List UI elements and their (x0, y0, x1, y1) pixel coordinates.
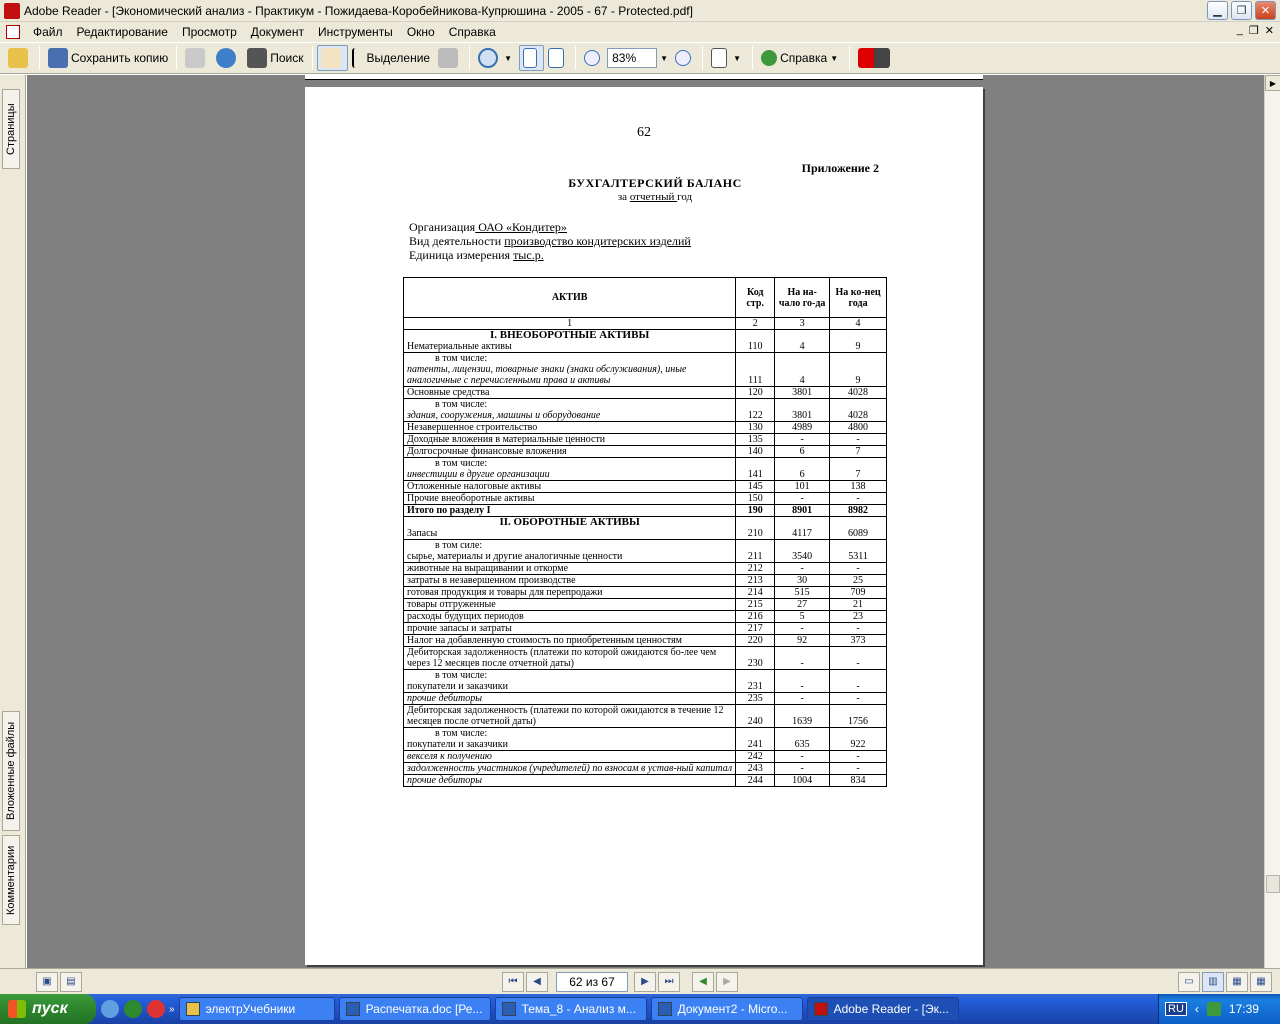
hand-tool-button[interactable] (317, 45, 348, 71)
row-label: Дебиторская задолженность (платежи по которой ожидаются бо-лее чем через 12 месяцев после отчетной даты) (407, 647, 717, 669)
open-button[interactable] (4, 45, 35, 71)
tab-pages[interactable]: Страницы (2, 89, 20, 169)
quicklaunch-opera-icon[interactable] (147, 1000, 165, 1018)
row-end-value: - (830, 670, 887, 693)
text-cursor-icon (352, 48, 364, 68)
search-button[interactable]: Поиск (243, 45, 307, 71)
row-start-value: 27 (775, 599, 830, 611)
header-code: Код стр. (736, 278, 775, 318)
organization-line: Организация ОАО «Кондитер» (409, 220, 567, 234)
col-number: 2 (736, 318, 775, 330)
quicklaunch-more-icon[interactable]: » (169, 1003, 175, 1015)
start-button[interactable]: пуск (0, 994, 96, 1024)
row-start-value: 1639 (775, 705, 830, 728)
minimize-button[interactable]: ▁ (1207, 1, 1228, 20)
row-start-value: 92 (775, 635, 830, 647)
go-back-icon[interactable]: ◀ (692, 972, 714, 992)
fit-page-button[interactable] (519, 45, 544, 71)
row-label-cell (404, 481, 736, 493)
zoom-out-button[interactable] (580, 45, 607, 71)
row-label: покупатели и заказчики (407, 739, 508, 750)
row-label: Незавершенное строительство (407, 422, 538, 433)
email-globe-icon (216, 48, 236, 68)
subitem-caption: в том числе: (435, 670, 488, 681)
menu-document[interactable]: Документ (250, 25, 304, 39)
row-end-value: 23 (830, 611, 887, 623)
row-code: 241 (736, 728, 775, 751)
row-code: 212 (736, 563, 775, 575)
save-copy-button[interactable]: Сохранить копию (44, 45, 172, 71)
balance-subtitle: за отчетный год (617, 191, 693, 203)
table-row (404, 775, 887, 787)
row-start-value: - (775, 563, 830, 575)
navigation-pane (0, 75, 26, 968)
row-start-value: 4117 (775, 517, 830, 540)
row-label-cell (404, 670, 736, 693)
doc-minimize-button[interactable]: _ (1236, 24, 1243, 36)
row-label-cell (404, 728, 736, 751)
word-icon (502, 1002, 516, 1016)
row-end-value: 9 (830, 330, 887, 353)
fit-width-icon (548, 48, 564, 68)
row-end-value: 834 (830, 775, 887, 787)
subitem-caption: в том числе: (435, 399, 488, 410)
row-code: 214 (736, 587, 775, 599)
magnifier-icon (478, 48, 498, 68)
table-row (404, 587, 887, 599)
section-heading: I. ВНЕОБОРОТНЫЕ АКТИВЫ (489, 329, 650, 341)
row-start-value: - (775, 434, 830, 446)
row-start-value: - (775, 693, 830, 705)
row-label: Дебиторская задолженность (платежи по которой ожидаются в течение 12 месяцев после отчетной даты) (407, 705, 724, 727)
row-code: 122 (736, 399, 775, 422)
row-start-value: - (775, 647, 830, 670)
row-label: готовая продукция и товары для перепродажи (407, 587, 603, 598)
row-label-cell (404, 540, 736, 563)
row-code: 215 (736, 599, 775, 611)
header-asset: АКТИВ (404, 278, 736, 318)
go-forward-icon[interactable]: ▶ (716, 972, 738, 992)
row-label-cell (404, 399, 736, 422)
table-row (404, 670, 887, 693)
document-view[interactable] (27, 75, 1264, 968)
adobe-reader-icon (4, 3, 20, 19)
task-raspechatka[interactable]: Распечатка.doc [Ре... (339, 997, 491, 1021)
row-end-value: - (830, 647, 887, 670)
row-end-value: 138 (830, 481, 887, 493)
row-label-cell (404, 434, 736, 446)
first-page-button[interactable]: ⏮ (502, 972, 524, 992)
table-row (404, 763, 887, 775)
hand-icon (321, 48, 341, 68)
row-label-cell (404, 763, 736, 775)
continuous-icon[interactable]: ▥ (1202, 972, 1224, 992)
floppy-disk-icon (48, 48, 68, 68)
row-label: инвестиции в другие организации (407, 469, 550, 480)
maximize-button[interactable]: ❐ (1231, 1, 1252, 20)
row-start-value: 4 (775, 353, 830, 387)
task-adobe-reader[interactable]: Adobe Reader - [Эк... (807, 997, 959, 1021)
row-end-value: - (830, 751, 887, 763)
col-number: 3 (775, 318, 830, 330)
chevron-down-icon[interactable]: ▼ (504, 53, 513, 63)
quicklaunch-browser-icon[interactable] (124, 1000, 142, 1018)
table-row (404, 505, 887, 517)
row-code: 213 (736, 575, 775, 587)
row-label-cell (404, 751, 736, 763)
row-label-cell (404, 446, 736, 458)
table-row (404, 387, 887, 399)
table-row (404, 493, 887, 505)
row-end-value: 5311 (830, 540, 887, 563)
row-code: 111 (736, 353, 775, 387)
pages-icon (711, 48, 727, 68)
email-button[interactable] (212, 45, 243, 71)
row-end-value: - (830, 763, 887, 775)
row-code: 230 (736, 647, 775, 670)
row-end-value: 373 (830, 635, 887, 647)
row-code: 110 (736, 330, 775, 353)
zoom-dropdown-chevron-icon[interactable]: ▼ (660, 53, 669, 63)
row-label-cell (404, 575, 736, 587)
row-label-cell (404, 330, 736, 353)
row-start-value: 5 (775, 611, 830, 623)
row-label: прочие дебиторы (407, 693, 482, 704)
menu-edit[interactable]: Редактирование (76, 25, 168, 39)
row-label: Налог на добавленную стоимость по приобретенным ценностям (407, 635, 682, 646)
row-label: товары отгруженные (407, 599, 496, 610)
row-code: 243 (736, 763, 775, 775)
table-row (404, 399, 887, 422)
row-label-cell (404, 705, 736, 728)
row-label: Основные средства (407, 387, 490, 398)
balance-sheet-table (403, 277, 887, 787)
row-end-value: 7 (830, 446, 887, 458)
tab-comments[interactable]: Комментарии (2, 835, 20, 925)
row-label-cell (404, 611, 736, 623)
row-start-value: 515 (775, 587, 830, 599)
clock: 17:39 (1228, 1002, 1259, 1016)
subitem-caption: в том числе: (435, 353, 488, 364)
taskbar (0, 994, 1280, 1024)
row-label-cell (404, 587, 736, 599)
table-row (404, 575, 887, 587)
row-label-cell (404, 599, 736, 611)
activity-line: Вид деятельности производство кондитерских изделий (409, 234, 691, 248)
menu-tools[interactable]: Инструменты (317, 25, 393, 39)
col-number: 1 (404, 318, 736, 330)
row-label-cell (404, 775, 736, 787)
row-end-value: - (830, 434, 887, 446)
table-row (404, 728, 887, 751)
table-row (404, 353, 887, 387)
row-label-cell (404, 353, 736, 387)
folder-open-icon (8, 48, 28, 68)
page-navigation (502, 972, 740, 992)
row-start-value: 3801 (775, 399, 830, 422)
minus-circle-icon (584, 50, 600, 66)
row-code: 211 (736, 540, 775, 563)
row-label: расходы будущих периодов (407, 611, 524, 622)
row-end-value: 7 (830, 458, 887, 481)
row-start-value: - (775, 623, 830, 635)
appendix-label: Приложение 2 (801, 161, 879, 175)
subitem-caption: в том числе: (435, 728, 488, 739)
row-label-cell (404, 493, 736, 505)
table-row (404, 422, 887, 434)
row-label: Итого по разделу I (407, 505, 491, 516)
row-code: 130 (736, 422, 775, 434)
page-number: 62 (637, 125, 651, 140)
continuous-facing-icon[interactable]: ▦ (1250, 972, 1272, 992)
menu-window[interactable]: Окно (406, 25, 435, 39)
chevron-down-icon[interactable]: ▼ (733, 53, 742, 63)
row-label: здания, сооружения, машины и оборудование (407, 410, 601, 421)
fit-page-icon (523, 48, 537, 68)
last-page-button[interactable]: ⏭ (658, 972, 680, 992)
subitem-caption: в том силе: (435, 540, 483, 551)
row-label: покупатели и заказчики (407, 681, 508, 692)
row-label-cell (404, 693, 736, 705)
row-code: 141 (736, 458, 775, 481)
row-start-value: 4 (775, 330, 830, 353)
row-code: 231 (736, 670, 775, 693)
row-label: Запасы (407, 528, 438, 539)
task-tema8[interactable]: Тема_8 - Анализ м... (495, 997, 647, 1021)
row-end-value: 9 (830, 353, 887, 387)
table-row (404, 330, 887, 353)
table-row (404, 623, 887, 635)
status-bar (0, 968, 1280, 994)
row-code: 190 (736, 505, 775, 517)
row-label: Нематериальные активы (407, 341, 512, 352)
row-label: Доходные вложения в материальные ценности (407, 434, 606, 445)
row-label: задолженность участников (учредителей) по взносам в устав-ный капитал (407, 763, 733, 774)
row-start-value: - (775, 751, 830, 763)
print-button[interactable] (181, 45, 212, 71)
table-row (404, 517, 887, 540)
yahoo-binoculars-icon (858, 48, 890, 68)
table-row (404, 599, 887, 611)
table-row (404, 446, 887, 458)
view-modes (1178, 972, 1274, 992)
scroll-thumb[interactable] (1266, 875, 1280, 893)
row-end-value: - (830, 693, 887, 705)
row-code: 240 (736, 705, 775, 728)
row-code: 244 (736, 775, 775, 787)
section-heading: II. ОБОРОТНЫЕ АКТИВЫ (499, 516, 640, 528)
table-row (404, 705, 887, 728)
previous-page-button[interactable]: ◀ (526, 972, 548, 992)
row-end-value: 709 (830, 587, 887, 599)
facing-icon[interactable]: ▦ (1226, 972, 1248, 992)
folder-icon (186, 1002, 200, 1016)
row-label: прочие запасы и затраты (407, 623, 512, 634)
row-label: сырье, материалы и другие аналогичные ценности (407, 551, 623, 562)
rotate-view-button[interactable] (707, 45, 748, 71)
row-start-value: - (775, 670, 830, 693)
row-label-cell (404, 505, 736, 517)
fit-width-button[interactable] (544, 45, 571, 71)
language-indicator[interactable]: RU (1165, 1002, 1187, 1016)
row-end-value: 4800 (830, 422, 887, 434)
page-layout-icon[interactable]: ▣ (36, 972, 58, 992)
zoom-level-input[interactable] (607, 48, 657, 68)
row-start-value: 3540 (775, 540, 830, 563)
row-start-value: - (775, 763, 830, 775)
chevron-down-icon[interactable]: ▼ (830, 53, 839, 63)
row-label: животные на выращивании и откорме (407, 563, 569, 574)
col-number: 4 (830, 318, 887, 330)
task-dokument2[interactable]: Документ2 - Micro... (651, 997, 803, 1021)
row-end-value: 25 (830, 575, 887, 587)
menu-help[interactable]: Справка (448, 25, 496, 39)
table-row (404, 540, 887, 563)
row-label-cell (404, 387, 736, 399)
row-code: 145 (736, 481, 775, 493)
balance-title: БУХГАЛТЕРСКИЙ БАЛАНС (568, 176, 742, 190)
row-code: 210 (736, 517, 775, 540)
menu-file[interactable]: Файл (33, 25, 63, 39)
adobe-reader-icon (814, 1002, 828, 1016)
scroll-up-arrow-icon[interactable]: ▶ (1265, 75, 1280, 91)
doc-close-button[interactable]: ✕ (1264, 25, 1274, 37)
task-elektruchebniki[interactable]: электрУчебники (179, 997, 335, 1021)
table-row (404, 647, 887, 670)
help-button[interactable]: Справка ▼ (757, 45, 845, 71)
plus-circle-icon (675, 50, 691, 66)
doc-restore-button[interactable]: ❐ (1248, 25, 1259, 37)
vertical-scrollbar[interactable] (1264, 75, 1280, 968)
row-label-cell (404, 635, 736, 647)
tray-expand-icon[interactable]: ‹ (1194, 1002, 1199, 1016)
row-start-value: 101 (775, 481, 830, 493)
row-label-cell (404, 623, 736, 635)
zoom-in-button[interactable] (671, 45, 698, 71)
row-label-cell (404, 647, 736, 670)
row-label-cell (404, 458, 736, 481)
pdf-document-icon[interactable] (6, 25, 20, 39)
camera-icon (438, 48, 458, 68)
row-label: Отложенные налоговые активы (407, 481, 542, 492)
row-end-value: - (830, 493, 887, 505)
row-end-value: 922 (830, 728, 887, 751)
row-code: 140 (736, 446, 775, 458)
row-label: Прочие внеоборотные активы (407, 493, 535, 504)
row-end-value: 1756 (830, 705, 887, 728)
close-button[interactable]: ✕ (1255, 1, 1276, 20)
row-label-cell (404, 422, 736, 434)
row-code: 217 (736, 623, 775, 635)
printer-icon (185, 48, 205, 68)
row-label: затраты в незавершенном производстве (407, 575, 576, 586)
row-start-value: 1004 (775, 775, 830, 787)
binoculars-icon (247, 48, 267, 68)
menu-bar (0, 22, 1280, 42)
row-end-value: 21 (830, 599, 887, 611)
question-icon (761, 50, 777, 66)
unit-line: Единица измерения тыс.р. (409, 248, 544, 262)
table-row (404, 458, 887, 481)
table-row (404, 434, 887, 446)
row-start-value: 8901 (775, 505, 830, 517)
row-code: 235 (736, 693, 775, 705)
table-row (404, 635, 887, 647)
snapshot-button[interactable] (434, 45, 465, 71)
table-row (404, 611, 887, 623)
header-start: На на-чало го-да (775, 278, 830, 318)
row-end-value: 4028 (830, 387, 887, 399)
tray-app-icon[interactable] (1207, 1002, 1221, 1016)
word-icon (658, 1002, 672, 1016)
row-label: прочие дебиторы (407, 775, 482, 786)
quicklaunch-network-icon[interactable] (101, 1000, 119, 1018)
row-end-value: - (830, 623, 887, 635)
window-title: Adobe Reader - [Экономический анализ - Практикум - Пожидаева-Коробейникова-Купрюшина - 2005 - 67 - Protected.pdf] (24, 3, 693, 18)
row-code: 242 (736, 751, 775, 763)
row-code: 135 (736, 434, 775, 446)
windows-flag-icon (8, 1000, 26, 1018)
row-label: векселя к получению (407, 751, 492, 762)
table-row (404, 693, 887, 705)
toolbar (0, 42, 1280, 74)
row-start-value: 6 (775, 458, 830, 481)
title-bar (0, 0, 1280, 22)
row-end-value: 4028 (830, 399, 887, 422)
row-label: Долгосрочные финансовые вложения (407, 446, 567, 457)
yahoo-search-button[interactable] (854, 45, 897, 71)
word-icon (346, 1002, 360, 1016)
table-row (404, 481, 887, 493)
next-page-button[interactable]: ▶ (634, 972, 656, 992)
single-page-icon[interactable]: ▭ (1178, 972, 1200, 992)
row-code: 216 (736, 611, 775, 623)
table-row (404, 751, 887, 763)
row-code: 220 (736, 635, 775, 647)
row-label-cell (404, 517, 736, 540)
row-start-value: - (775, 493, 830, 505)
page-indicator[interactable]: 62 из 67 (556, 972, 628, 992)
row-end-value: 6089 (830, 517, 887, 540)
row-start-value: 4989 (775, 422, 830, 434)
subitem-caption: в том числе: (435, 458, 488, 469)
previous-page-edge (305, 75, 983, 80)
row-start-value: 30 (775, 575, 830, 587)
row-code: 120 (736, 387, 775, 399)
row-end-value: - (830, 563, 887, 575)
tab-attachments[interactable]: Вложенные файлы (2, 711, 20, 831)
row-code: 150 (736, 493, 775, 505)
row-start-value: 635 (775, 728, 830, 751)
row-label-cell (404, 563, 736, 575)
row-label: патенты, лицензии, товарные знаки (знаки обслуживания), иные аналогичные с перечисленными права и активы (407, 364, 687, 386)
pdf-page (305, 87, 983, 965)
select-tool-button[interactable]: Выделение (348, 45, 435, 71)
row-start-value: 3801 (775, 387, 830, 399)
table-row (404, 563, 887, 575)
header-end: На ко-нец года (830, 278, 887, 318)
page-thumb-icon[interactable]: ▤ (60, 972, 82, 992)
system-tray (1158, 994, 1280, 1024)
row-end-value: 8982 (830, 505, 887, 517)
balance-rows (404, 330, 887, 787)
menu-view[interactable]: Просмотр (181, 25, 237, 39)
row-start-value: 6 (775, 446, 830, 458)
zoom-in-tool-button[interactable] (474, 45, 519, 71)
